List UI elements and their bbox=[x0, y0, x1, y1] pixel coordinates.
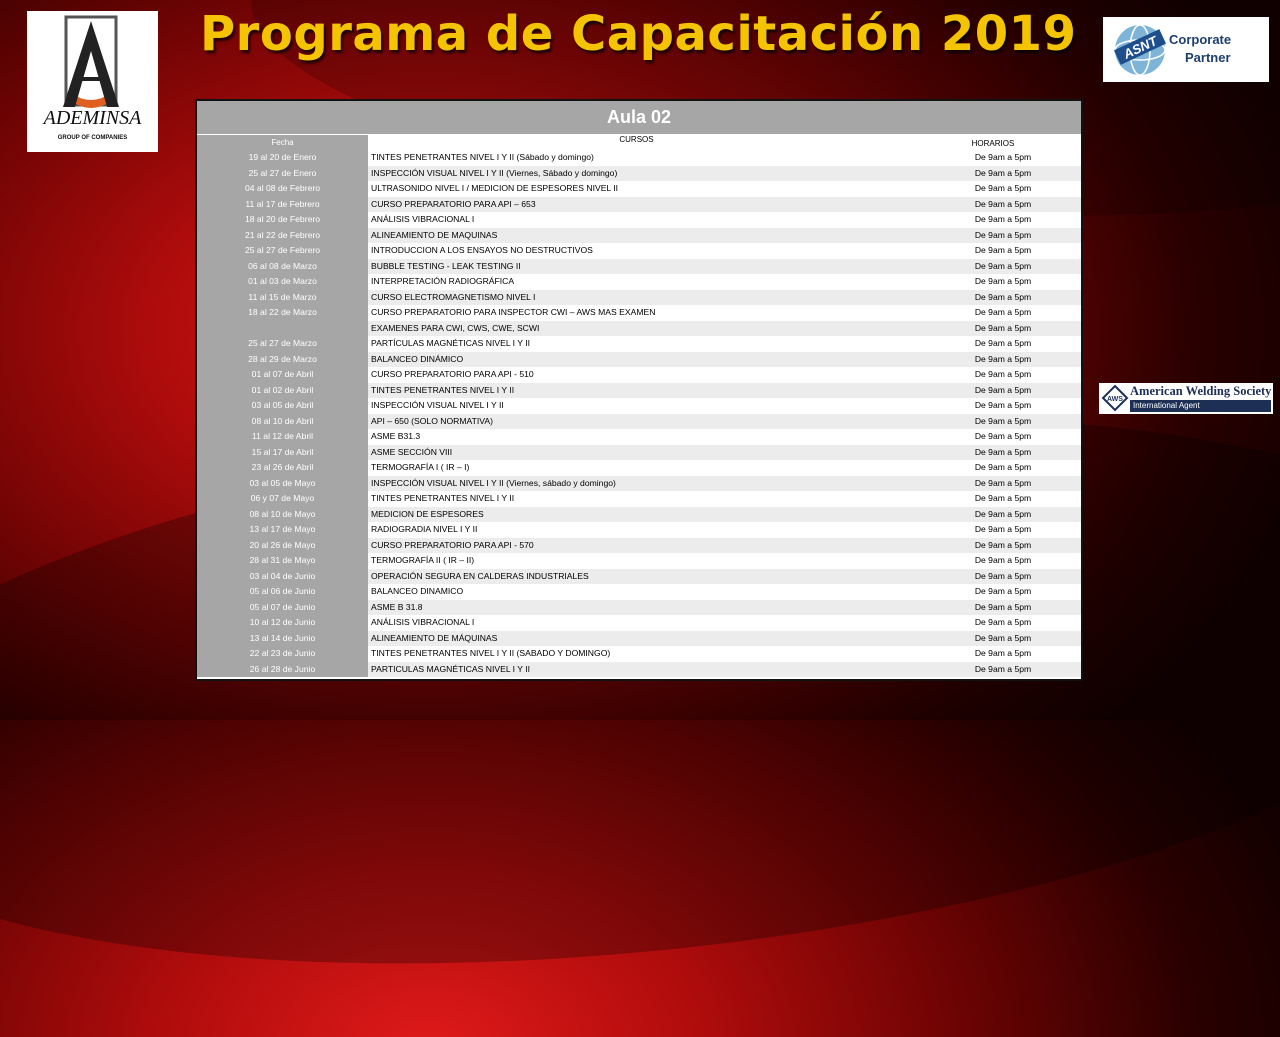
row-date: 22 al 23 de Junio bbox=[197, 646, 368, 662]
row-course: INTERPRETACIÓN RADIOGRÁFICA bbox=[368, 274, 905, 290]
row-course: TINTES PENETRANTES NIVEL I Y II bbox=[368, 491, 905, 507]
table-row bbox=[197, 367, 1081, 383]
row-course: CURSO PREPARATORIO PARA INSPECTOR CWI – AWS MAS EXAMEN bbox=[368, 305, 905, 321]
row-course: TINTES PENETRANTES NIVEL I Y II (Sábado y domingo) bbox=[368, 150, 905, 166]
row-hours: De 9am a 5pm bbox=[905, 507, 1081, 523]
table-row bbox=[197, 646, 1081, 662]
table-caption: Aula 02 bbox=[197, 101, 1081, 135]
table-row bbox=[197, 476, 1081, 492]
header-date: Fecha bbox=[197, 135, 368, 150]
table-row bbox=[197, 290, 1081, 306]
row-course: CURSO ELECTROMAGNETISMO NIVEL I bbox=[368, 290, 905, 306]
table-row bbox=[197, 584, 1081, 600]
page-title: Programa de Capacitación 2019 bbox=[200, 6, 1077, 62]
row-date: 23 al 26 de Abril bbox=[197, 460, 368, 476]
row-date: 25 al 27 de Marzo bbox=[197, 336, 368, 352]
row-course: RADIOGRADIA NIVEL I Y II bbox=[368, 522, 905, 538]
row-date: 10 al 12 de Junio bbox=[197, 615, 368, 631]
table-row bbox=[197, 460, 1081, 476]
row-course: API – 650 (SOLO NORMATIVA) bbox=[368, 414, 905, 430]
row-hours: De 9am a 5pm bbox=[905, 321, 1081, 337]
table-row bbox=[197, 662, 1081, 678]
row-hours: De 9am a 5pm bbox=[905, 398, 1081, 414]
row-date: 20 al 26 de Mayo bbox=[197, 538, 368, 554]
row-date: 04 al 08 de Febrero bbox=[197, 181, 368, 197]
row-date: 19 al 20 de Enero bbox=[197, 150, 368, 166]
row-hours: De 9am a 5pm bbox=[905, 197, 1081, 213]
row-hours: De 9am a 5pm bbox=[905, 491, 1081, 507]
asnt-globe-icon bbox=[1105, 17, 1175, 82]
row-hours: De 9am a 5pm bbox=[905, 600, 1081, 616]
ademinsa-wordmark: ADEMINSA bbox=[43, 107, 142, 129]
asnt-badge-text: ASNT bbox=[1121, 33, 1160, 62]
row-date: 13 al 14 de Junio bbox=[197, 631, 368, 647]
row-course: ASME B31.3 bbox=[368, 429, 905, 445]
row-course: BALANCEO DINAMICO bbox=[368, 584, 905, 600]
asnt-logo bbox=[1103, 17, 1269, 82]
row-date: 13 al 17 de Mayo bbox=[197, 522, 368, 538]
table-row bbox=[197, 243, 1081, 259]
table-row bbox=[197, 538, 1081, 554]
table-row bbox=[197, 383, 1081, 399]
row-course: INSPECCIÓN VISUAL NIVEL I Y II (Viernes, Sábado y domingo) bbox=[368, 166, 905, 182]
row-date: 03 al 05 de Abril bbox=[197, 398, 368, 414]
row-course: ANÁLISIS VIBRACIONAL I bbox=[368, 212, 905, 228]
table-row bbox=[197, 600, 1081, 616]
row-date: 28 al 29 de Marzo bbox=[197, 352, 368, 368]
row-hours: De 9am a 5pm bbox=[905, 414, 1081, 430]
table-row bbox=[197, 631, 1081, 647]
table-row bbox=[197, 507, 1081, 523]
header-hours: HORARIOS bbox=[971, 139, 1015, 148]
row-hours: De 9am a 5pm bbox=[905, 336, 1081, 352]
table-row bbox=[197, 414, 1081, 430]
row-course: INSPECCIÓN VISUAL NIVEL I Y II bbox=[368, 398, 905, 414]
row-date: 01 al 03 de Marzo bbox=[197, 274, 368, 290]
table-body bbox=[197, 150, 1081, 677]
row-course: ALINEAMIENTO DE MAQUINAS bbox=[368, 228, 905, 244]
row-date: 21 al 22 de Febrero bbox=[197, 228, 368, 244]
row-hours: De 9am a 5pm bbox=[905, 212, 1081, 228]
row-hours: De 9am a 5pm bbox=[905, 662, 1081, 678]
row-hours: De 9am a 5pm bbox=[905, 290, 1081, 306]
table-row bbox=[197, 491, 1081, 507]
row-course: PARTÍCULAS MAGNÉTICAS NIVEL I Y II bbox=[368, 336, 905, 352]
row-hours: De 9am a 5pm bbox=[905, 150, 1081, 166]
row-date: 06 y 07 de Mayo bbox=[197, 491, 368, 507]
row-course: TERMOGRAFÍA I ( IR – I) bbox=[368, 460, 905, 476]
row-date: 18 al 20 de Febrero bbox=[197, 212, 368, 228]
row-course: INTRODUCCION A LOS ENSAYOS NO DESTRUCTIVOS bbox=[368, 243, 905, 259]
table-row bbox=[197, 445, 1081, 461]
row-date: 01 al 02 de Abril bbox=[197, 383, 368, 399]
table-row bbox=[197, 181, 1081, 197]
row-date: 25 al 27 de Febrero bbox=[197, 243, 368, 259]
table-row bbox=[197, 553, 1081, 569]
table-row bbox=[197, 197, 1081, 213]
header-course: CURSOS bbox=[619, 135, 654, 144]
table-row bbox=[197, 259, 1081, 275]
row-hours: De 9am a 5pm bbox=[905, 584, 1081, 600]
row-date: 18 al 22 de Marzo bbox=[197, 305, 368, 321]
row-course: BALANCEO DINÁMICO bbox=[368, 352, 905, 368]
ademinsa-tagline: GROUP OF COMPANIES bbox=[57, 135, 128, 141]
ademinsa-mark-icon bbox=[27, 11, 158, 152]
row-date: 08 al 10 de Mayo bbox=[197, 507, 368, 523]
row-hours: De 9am a 5pm bbox=[905, 274, 1081, 290]
table-row bbox=[197, 305, 1081, 321]
row-course: INSPECCIÓN VISUAL NIVEL I Y II (Viernes, sábado y domingo) bbox=[368, 476, 905, 492]
table-row bbox=[197, 228, 1081, 244]
row-course: PARTICULAS MAGNÉTICAS NIVEL I Y II bbox=[368, 662, 905, 678]
row-hours: De 9am a 5pm bbox=[905, 631, 1081, 647]
row-date: 06 al 08 de Marzo bbox=[197, 259, 368, 275]
row-date: 03 al 05 de Mayo bbox=[197, 476, 368, 492]
aws-line2: International Agent bbox=[1130, 400, 1271, 412]
table-row bbox=[197, 336, 1081, 352]
table-row bbox=[197, 522, 1081, 538]
row-course: ALINEAMIENTO DE MÁQUINAS bbox=[368, 631, 905, 647]
asnt-line2: Partner bbox=[1185, 50, 1231, 65]
row-hours: De 9am a 5pm bbox=[905, 181, 1081, 197]
schedule-table bbox=[197, 101, 1081, 679]
aws-badge-text: AWS bbox=[1107, 396, 1123, 403]
row-course: CURSO PREPARATORIO PARA API – 653 bbox=[368, 197, 905, 213]
row-hours: De 9am a 5pm bbox=[905, 476, 1081, 492]
table-row bbox=[197, 321, 1081, 337]
row-hours: De 9am a 5pm bbox=[905, 367, 1081, 383]
table-row bbox=[197, 569, 1081, 585]
row-hours: De 9am a 5pm bbox=[905, 538, 1081, 554]
table-header-row bbox=[197, 135, 1081, 150]
row-hours: De 9am a 5pm bbox=[905, 445, 1081, 461]
row-course: ASME B 31.8 bbox=[368, 600, 905, 616]
row-date: 25 al 27 de Enero bbox=[197, 166, 368, 182]
table-row bbox=[197, 150, 1081, 166]
row-course: EXAMENES PARA CWI, CWS, CWE, SCWI bbox=[368, 321, 905, 337]
row-course: TERMOGRAFÍA II ( IR – II) bbox=[368, 553, 905, 569]
row-course: ASME SECCIÓN VIII bbox=[368, 445, 905, 461]
row-hours: De 9am a 5pm bbox=[905, 646, 1081, 662]
row-hours: De 9am a 5pm bbox=[905, 305, 1081, 321]
row-date: 11 al 12 de Abril bbox=[197, 429, 368, 445]
row-hours: De 9am a 5pm bbox=[905, 615, 1081, 631]
row-course: OPERACIÓN SEGURA EN CALDERAS INDUSTRIALES bbox=[368, 569, 905, 585]
row-hours: De 9am a 5pm bbox=[905, 553, 1081, 569]
row-date: 11 al 17 de Febrero bbox=[197, 197, 368, 213]
row-hours: De 9am a 5pm bbox=[905, 383, 1081, 399]
table-row bbox=[197, 212, 1081, 228]
row-hours: De 9am a 5pm bbox=[905, 522, 1081, 538]
row-date: 05 al 06 de Junio bbox=[197, 584, 368, 600]
row-course: TINTES PENETRANTES NIVEL I Y II bbox=[368, 383, 905, 399]
row-date bbox=[197, 321, 368, 337]
row-date: 26 al 28 de Junio bbox=[197, 662, 368, 678]
row-date: 15 al 17 de Abril bbox=[197, 445, 368, 461]
row-date: 28 al 31 de Mayo bbox=[197, 553, 368, 569]
row-date: 11 al 15 de Marzo bbox=[197, 290, 368, 306]
row-hours: De 9am a 5pm bbox=[905, 259, 1081, 275]
row-date: 08 al 10 de Abril bbox=[197, 414, 368, 430]
row-hours: De 9am a 5pm bbox=[905, 166, 1081, 182]
row-date: 01 al 07 de Abril bbox=[197, 367, 368, 383]
row-hours: De 9am a 5pm bbox=[905, 352, 1081, 368]
row-course: ANÁLISIS VIBRACIONAL I bbox=[368, 615, 905, 631]
row-hours: De 9am a 5pm bbox=[905, 460, 1081, 476]
row-hours: De 9am a 5pm bbox=[905, 569, 1081, 585]
table-row bbox=[197, 429, 1081, 445]
row-course: MEDICION DE ESPESORES bbox=[368, 507, 905, 523]
table-row bbox=[197, 166, 1081, 182]
row-hours: De 9am a 5pm bbox=[905, 429, 1081, 445]
asnt-line1: Corporate bbox=[1169, 32, 1232, 47]
ademinsa-logo bbox=[27, 11, 158, 152]
table-row bbox=[197, 352, 1081, 368]
row-course: BUBBLE TESTING - LEAK TESTING II bbox=[368, 259, 905, 275]
row-date: 05 al 07 de Junio bbox=[197, 600, 368, 616]
row-course: TINTES PENETRANTES NIVEL I Y II (SABADO Y DOMINGO) bbox=[368, 646, 905, 662]
row-course: ULTRASONIDO NIVEL I / MEDICION DE ESPESORES NIVEL II bbox=[368, 181, 905, 197]
aws-line1: American Welding Society bbox=[1130, 384, 1272, 398]
aws-diamond-icon bbox=[1101, 384, 1129, 412]
table-row bbox=[197, 398, 1081, 414]
row-date: 03 al 04 de Junio bbox=[197, 569, 368, 585]
row-hours: De 9am a 5pm bbox=[905, 228, 1081, 244]
aws-logo bbox=[1099, 383, 1273, 414]
row-course: CURSO PREPARATORIO PARA API - 510 bbox=[368, 367, 905, 383]
row-hours: De 9am a 5pm bbox=[905, 243, 1081, 259]
row-course: CURSO PREPARATORIO PARA API - 570 bbox=[368, 538, 905, 554]
table-row bbox=[197, 274, 1081, 290]
table-row bbox=[197, 615, 1081, 631]
